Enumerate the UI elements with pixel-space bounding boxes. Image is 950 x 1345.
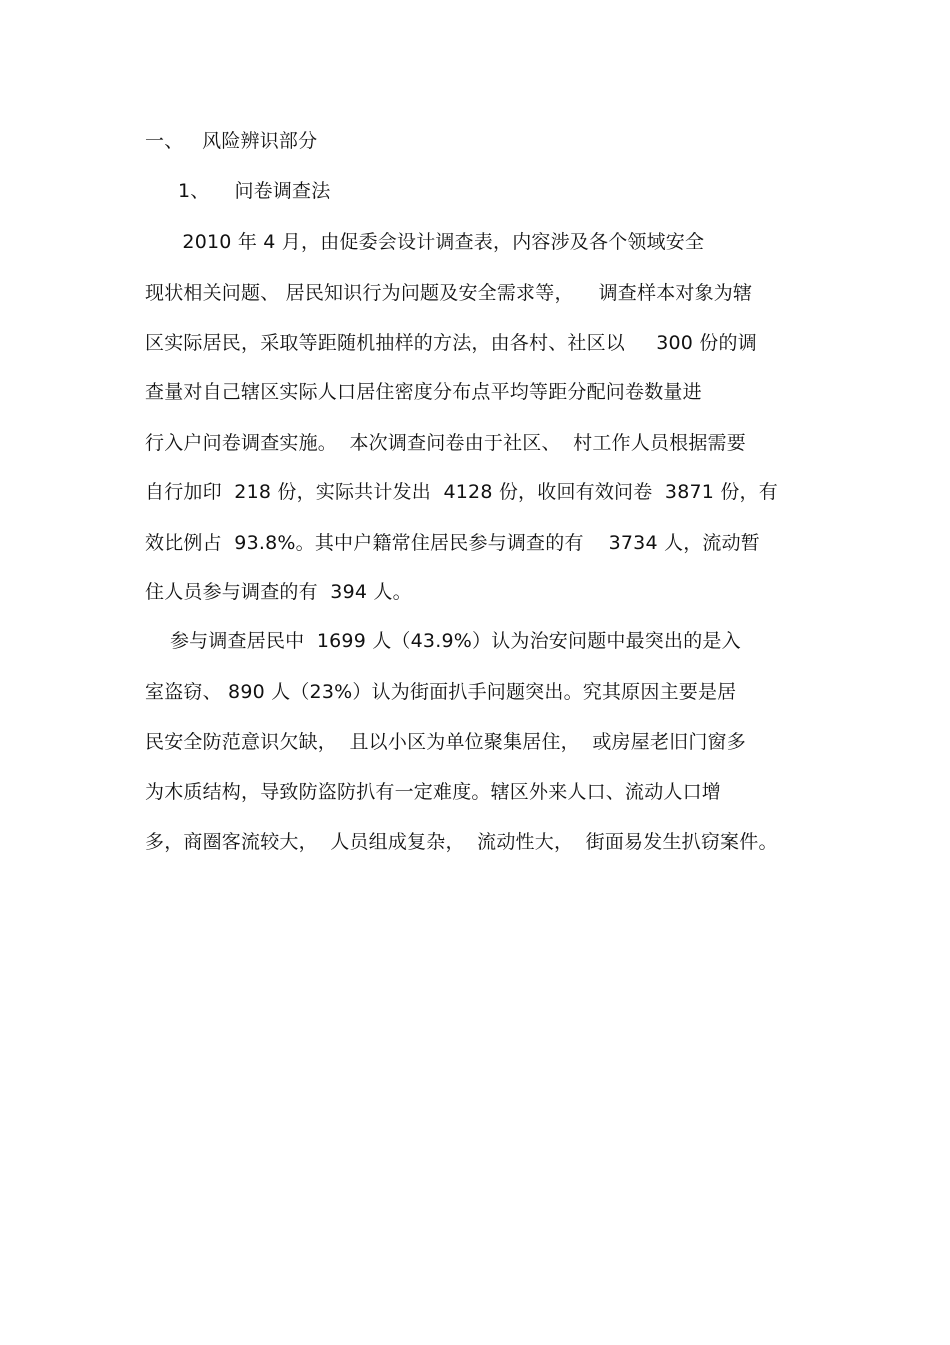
paragraph-2-line-2: 室盗窃、 890 人（23%）认为街面扒手问题突出。究其原因主要是居 <box>145 681 737 703</box>
paragraph-1-line-8: 住人员参与调查的有 394 人。 <box>145 581 412 603</box>
paragraph-1-line-2: 现状相关问题、 居民知识行为问题及安全需求等， 调查样本对象为辖 <box>145 282 753 304</box>
paragraph-2-line-3: 民安全防范意识欠缺， 且以小区为单位聚集居住， 或房屋老旧门窗多 <box>145 731 746 753</box>
paragraph-1-line-3: 区实际居民，采取等距随机抽样的方法，由各村、社区以 300 份的调 <box>145 332 757 354</box>
section-heading: 一、 风险辨识部分 <box>145 130 318 152</box>
paragraph-2-line-1: 参与调查居民中 1699 人（43.9%）认为治安问题中最突出的是入 <box>145 630 741 652</box>
paragraph-2-line-4: 为木质结构，导致防盗防扒有一定难度。辖区外来人口、流动人口增 <box>145 781 722 803</box>
paragraph-1-line-7: 效比例占 93.8%。其中户籍常住居民参与调查的有 3734 人，流动暂 <box>145 532 760 554</box>
subsection-heading: 1、 问卷调查法 <box>178 180 331 202</box>
paragraph-1-line-6: 自行加印 218 份，实际共计发出 4128 份，收回有效问卷 3871 份，有 <box>145 481 778 503</box>
paragraph-1-line-5: 行入户问卷调查实施。 本次调查问卷由于社区、 村工作人员根据需要 <box>145 432 746 454</box>
paragraph-1-line-1: 2010 年 4 月，由促委会设计调查表，内容涉及各个领域安全 <box>145 231 705 253</box>
paragraph-1-line-4: 查量对自己辖区实际人口居住密度分布点平均等距分配问卷数量进 <box>145 381 702 403</box>
paragraph-2-line-5: 多，商圈客流较大， 人员组成复杂， 流动性大， 街面易发生扒窃案件。 <box>145 831 778 853</box>
